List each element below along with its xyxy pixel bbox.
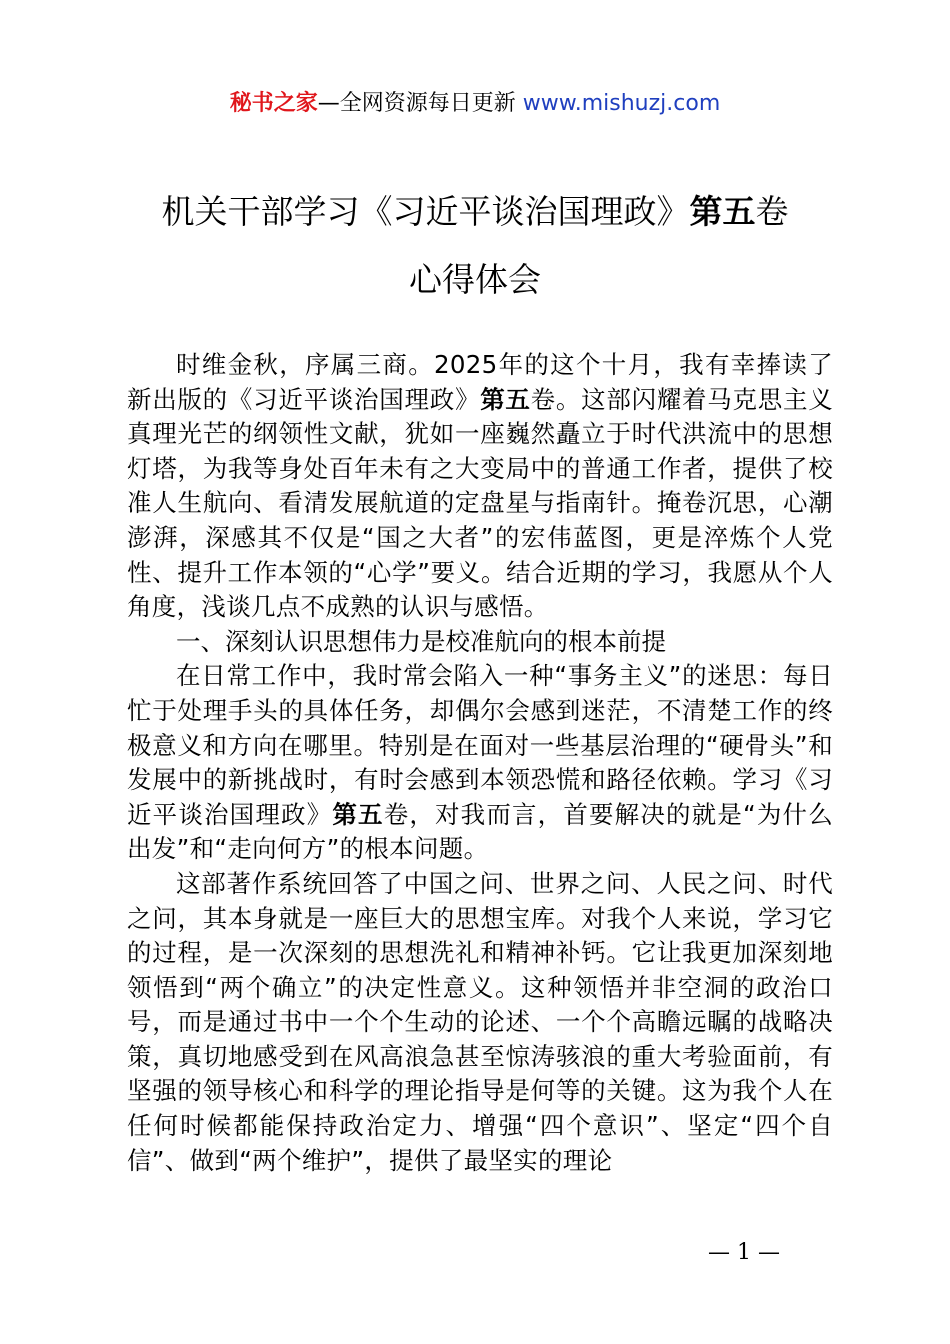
document-title-line-2: 心得体会 xyxy=(409,260,541,299)
title-text-a: 机关干部学习《习近平谈治国理政》 xyxy=(161,192,690,231)
paragraph-section-1a xyxy=(127,659,833,867)
paragraph-intro-c: 卷。这部闪耀着马克思主义真理光芒的纲领性文献，犹如一座巍然矗立于时代洪流中的思想灯塔，为我等身处百年未有之大变局中的普通工作者，提供了校准人生航向、看清发展航道的定盘星与指南针。掩卷沉思，心潮澎湃，深感其不仅是“国之大者”的宏伟蓝图，更是淬炼个人党性、提升工作本领的“心学”要义。结合近期的学习，我愿从个人角度，浅谈几点不成熟的认识与感悟。 xyxy=(127,384,833,622)
paragraph-section-1a-c: 卷，对我而言，首要解决的就是“为什么出发”和“走向何方”的根本问题。 xyxy=(127,799,834,864)
paragraph-intro xyxy=(127,348,833,625)
paragraph-section-1a-a: 在日常工作中，我时常会陷入一种“事务主义”的迷思：每日忙于处理手头的具体任务，却偶尔会感到迷茫，不清楚工作的终极意义和方向在哪里。特别是在面对一些基层治理的“硬骨头”和发展中的新挑战时，有时会感到本领恐慌和路径依赖。学习《习近平谈治国理政》 xyxy=(127,661,833,829)
paragraph-section-1b: 这部著作系统回答了中国之问、世界之问、人民之问、时代之问，其本身就是一座巨大的思想宝库。对我个人来说，学习它的过程，是一次深刻的思想洗礼和精神补钙。它让我更加深刻地领悟到“两个确立”的决定性意义。这种领悟并非空洞的政治口号，而是通过书中一个个生动的论述、一个个高瞻远瞩的战略决策，真切地感受到在风高浪急甚至惊涛骇浪的重大考验面前，有坚强的领导核心和科学的理论指导是何等的关键。这为我个人在任何时候都能保持政治定力、增强“四个意识”、坚定“四个自信”、做到“两个维护”，提供了最坚实的理论 xyxy=(127,868,833,1175)
title-text-bold: 第五 xyxy=(689,192,756,231)
brand-name: 秘书之家 xyxy=(229,91,318,116)
site-url-link[interactable]: www.mishuzj.com xyxy=(522,91,721,116)
site-header xyxy=(0,88,950,120)
document-title-line-1 xyxy=(0,188,950,236)
header-tagline: —全网资源每日更新 xyxy=(317,91,523,116)
paragraph-section-1a-bold: 第五 xyxy=(332,799,384,829)
paragraph-intro-a: 时维金秋，序属三商。2025年的这个十月，我有幸捧读了新出版的《习近平谈治国理政》 xyxy=(127,350,833,414)
section-heading-1: 一、深刻认识思想伟力是校准航向的根本前提 xyxy=(176,626,666,656)
paragraph-intro-bold: 第五 xyxy=(480,384,531,414)
title-text-c: 卷 xyxy=(755,192,789,231)
document-body xyxy=(127,348,833,1178)
page-number: — 1 — xyxy=(708,1240,780,1265)
